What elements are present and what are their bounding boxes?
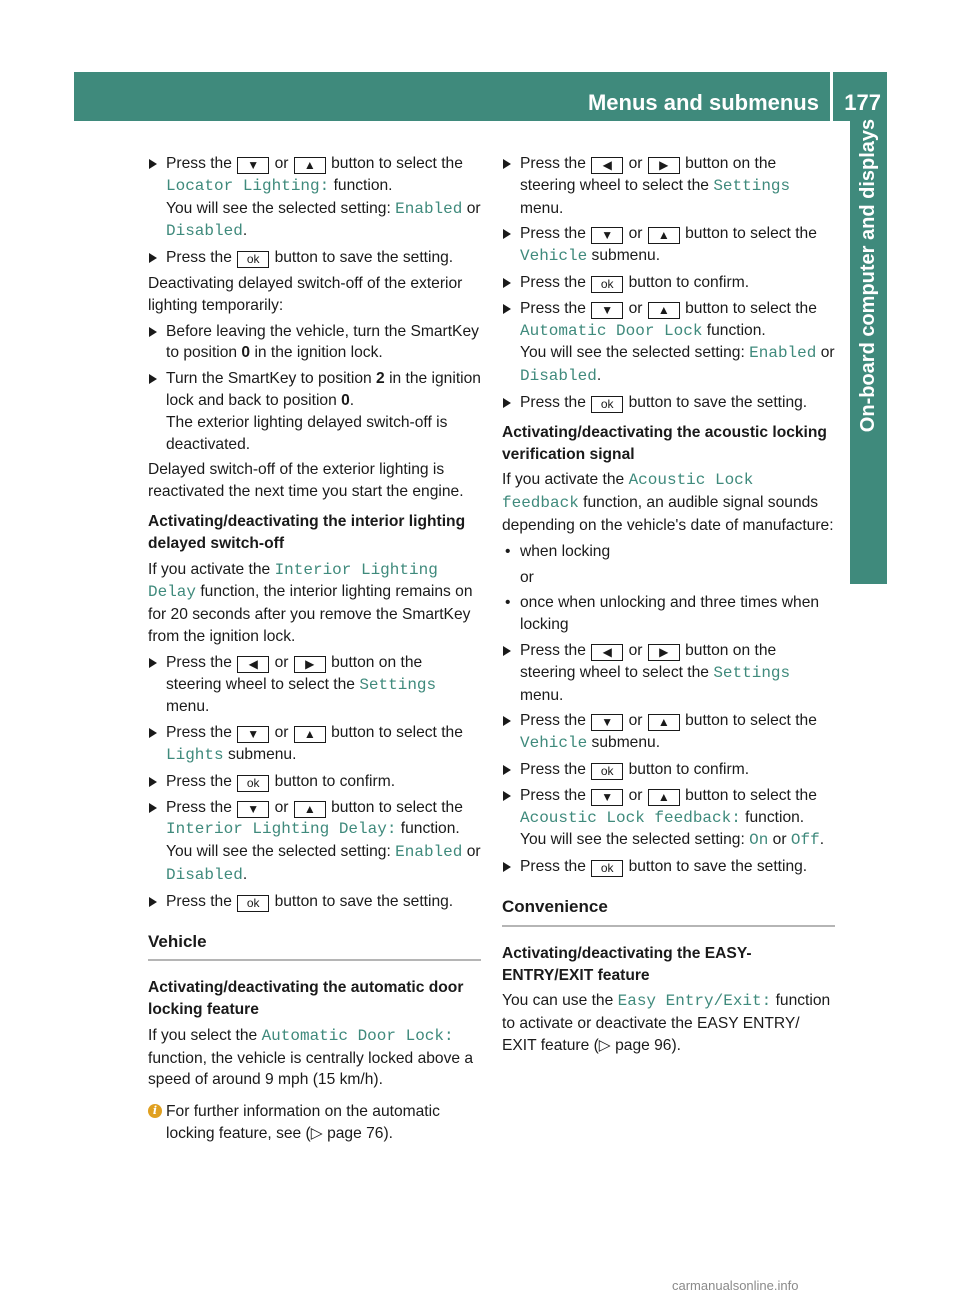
down-key: ▼ xyxy=(591,714,623,731)
paragraph: If you activate the Acoustic Lock feedback function, an audible signal sounds depending on the vehicle's date of manufacture: xyxy=(502,471,834,534)
step: Press the ◀ or ▶ button on the steering wheel to select the Settings menu. xyxy=(148,652,481,718)
step: Press the ok button to confirm. xyxy=(502,272,835,294)
ok-key: ok xyxy=(237,895,269,912)
list-connector: or xyxy=(520,568,534,586)
step: Press the ok button to save the setting. xyxy=(502,392,835,414)
ok-key: ok xyxy=(591,763,623,780)
up-key: ▲ xyxy=(294,157,326,174)
ok-key: ok xyxy=(591,276,623,293)
step: Press the ▼ or ▲ button to select the Automatic Door Lock function. You will see the selected setting: Enabled or Disabled. xyxy=(502,298,835,388)
list-item: • once when unlocking and three times when locking xyxy=(502,592,835,636)
up-key: ▲ xyxy=(648,227,680,244)
right-key: ▶ xyxy=(648,644,680,661)
header-bar xyxy=(74,72,887,121)
paragraph: Deactivating delayed switch-off of the exterior lighting temporarily: xyxy=(148,274,463,314)
step: Press the ◀ or ▶ button on the steering wheel to select the Settings menu. xyxy=(502,640,835,706)
page-title: Menus and submenus xyxy=(587,90,819,115)
right-column xyxy=(502,153,835,1061)
step: Press the ▼ or ▲ button to select the Locator Lighting: function. You will see the selected setting: Enabled or Disabled. xyxy=(148,153,481,243)
section-heading: Convenience xyxy=(502,884,835,927)
subheading: Activating/deactivating the automatic door locking feature xyxy=(148,979,464,1019)
paragraph: If you select the Automatic Door Lock: function, the vehicle is centrally locked above a speed of around 9 mph (15 km/h). xyxy=(148,1026,474,1089)
step: Before leaving the vehicle, turn the SmartKey to position 0 in the ignition lock. xyxy=(148,321,481,365)
info-icon: i xyxy=(148,1104,162,1118)
down-key: ▼ xyxy=(591,302,623,319)
paragraph: If you activate the Interior Lighting Delay function, the interior lighting remains on for 20 seconds after you remove the SmartKey from the ignition lock. xyxy=(148,560,473,645)
up-key: ▲ xyxy=(648,302,680,319)
step: Press the ▼ or ▲ button to select the Vehicle submenu. xyxy=(502,710,835,755)
ok-key: ok xyxy=(237,775,269,792)
paragraph: You can use the Easy Entry/Exit: function to activate or deactivate the EASY ENTRY/ EXIT feature (▷ page 96). xyxy=(502,992,831,1054)
ok-key: ok xyxy=(591,396,623,413)
header-separator xyxy=(830,72,833,121)
down-key: ▼ xyxy=(237,157,269,174)
down-key: ▼ xyxy=(237,801,269,818)
paragraph: Delayed switch-off of the exterior lighting is reactivated the next time you start the engine. xyxy=(148,461,464,501)
step: Press the ok button to save the setting. xyxy=(148,891,481,913)
step: Press the ▼ or ▲ button to select the Lights submenu. xyxy=(148,722,481,767)
left-column xyxy=(148,153,481,1145)
up-key: ▲ xyxy=(294,801,326,818)
step: Press the ok button to confirm. xyxy=(148,771,481,793)
up-key: ▲ xyxy=(648,789,680,806)
down-key: ▼ xyxy=(591,227,623,244)
step: Press the ◀ or ▶ button on the steering wheel to select the Settings menu. xyxy=(502,153,835,219)
up-key: ▲ xyxy=(294,726,326,743)
section-heading: Vehicle xyxy=(148,919,481,962)
down-key: ▼ xyxy=(237,726,269,743)
side-tab-label: On-board computer and displays xyxy=(857,118,879,433)
page-number: 177 xyxy=(844,90,881,115)
up-key: ▲ xyxy=(648,714,680,731)
subheading: Activating/deactivating the EASY-ENTRY/EXIT feature xyxy=(502,944,752,984)
watermark: carmanualsonline.info xyxy=(672,1278,799,1293)
right-key: ▶ xyxy=(648,157,680,174)
step: Press the ok button to confirm. xyxy=(502,759,835,781)
list-item: • when locking xyxy=(502,541,835,563)
step: Press the ▼ or ▲ button to select the Vehicle submenu. xyxy=(502,223,835,268)
step: Press the ok button to save the setting. xyxy=(502,856,835,878)
step: Press the ▼ or ▲ button to select the Acoustic Lock feedback: function. You will see the selected setting: On or Off. xyxy=(502,785,835,852)
ok-key: ok xyxy=(237,251,269,268)
left-key: ◀ xyxy=(591,157,623,174)
left-key: ◀ xyxy=(591,644,623,661)
down-key: ▼ xyxy=(591,789,623,806)
right-key: ▶ xyxy=(294,656,326,673)
info-note: i For further information on the automatic locking feature, see (▷ page 76). xyxy=(148,1101,481,1145)
step: Press the ok button to save the setting. xyxy=(148,247,481,269)
step: Turn the SmartKey to position 2 in the ignition lock and back to position 0. The exterior lighting delayed switch-off is deactivated. xyxy=(148,368,481,455)
left-key: ◀ xyxy=(237,656,269,673)
subheading: Activating/deactivating the interior lighting delayed switch-off xyxy=(148,512,466,552)
subheading: Activating/deactivating the acoustic locking verification signal xyxy=(502,423,827,463)
step: Press the ▼ or ▲ button to select the Interior Lighting Delay: function. You will see the selected setting: Enabled or Disabled. xyxy=(148,797,481,887)
ok-key: ok xyxy=(591,860,623,877)
